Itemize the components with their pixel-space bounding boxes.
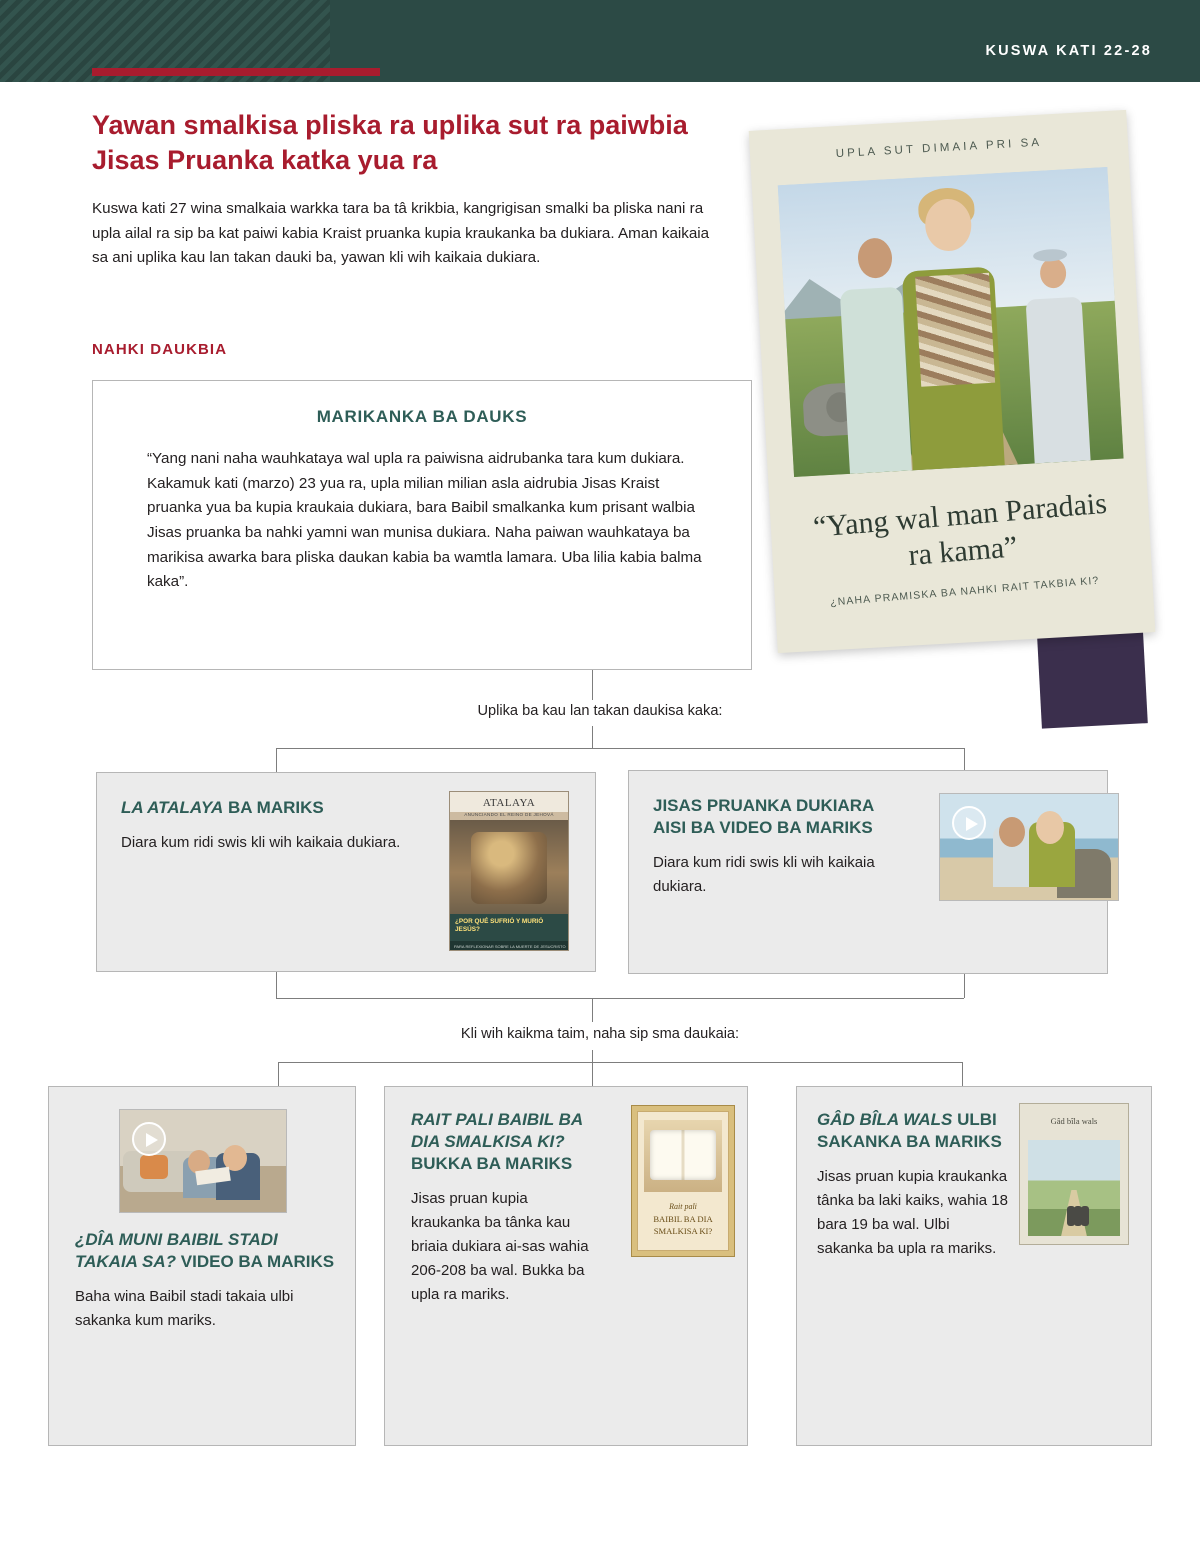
brochure-cover: [631, 1105, 735, 1257]
title-rule: [92, 68, 380, 76]
connector-line: [592, 670, 593, 700]
option-video-death-text: [653, 795, 893, 899]
magazine-subtitle: ANUNCIANDO EL REINO DE JEHOVÁ: [464, 812, 554, 817]
connector-line: [276, 748, 277, 772]
step-1-body: “Yang nani naha wauhkataya wal upla ra paiwisna aidrubanka tara kum dukiara. Kakamuk kati (marzo) 23 yua ra, upla milian milian asla aidrubia Jisas Kraist pruanka yua ba kupia kraukaia dukiara, bara Baibil smalkanka kum prisant walbia Jisas pruanka ba nahki yamni wan munisa dukiara. Naha paiwan wauhkataya ba marikisa awarka bara pliska daukan kabia ba wamtla lamara. Uba lilia kabia balma kaka”.: [147, 450, 702, 591]
option-gods-word-tract-body: Jisas pruan kupia kraukanka tânka ba laki kaiks, wahia 18 bara 19 ba wal. Ulbi sakanka ba upla ra mariks.: [817, 1168, 1008, 1258]
heading-italic-part: ¿DÎA MUNI BAIBIL STADI TAKAIA SA?: [75, 1230, 278, 1272]
heading-italic-part: LA ATALAYA: [121, 798, 224, 817]
play-icon[interactable]: [952, 806, 986, 840]
option-bible-teach-brochure-text: [411, 1109, 601, 1307]
brochure-line-1: Rait pali: [669, 1202, 697, 1211]
video-thumbnail-bible-study[interactable]: [119, 1109, 287, 1213]
tract-artwork: [1028, 1140, 1120, 1236]
option-gods-word-tract-heading: [817, 1109, 1009, 1153]
connector-line: [964, 974, 965, 998]
connector-line: [278, 1062, 279, 1086]
connector-line: [962, 1062, 963, 1086]
video-thumbnail-death[interactable]: [939, 793, 1119, 901]
connector-line: [276, 972, 277, 998]
heading-rest-part: BUKKA BA MARIKS: [411, 1154, 573, 1174]
connector-line: [592, 1050, 593, 1062]
invitation-top-label: UPLA SUT DIMAIA PRI SA: [835, 136, 1043, 161]
tract-cover: [1019, 1103, 1129, 1245]
option-video-death-body: Diara kum ridi swis kli wih kaikaia dukiara.: [653, 854, 875, 896]
magazine-cover-text: ¿POR QUÉ SUFRIÓ Y MURIÓ JESÚS?: [455, 918, 544, 933]
option-video-death-box: [628, 770, 1108, 974]
page-footer-space: [0, 1537, 1200, 1543]
connector-line: [592, 726, 593, 748]
option-gods-word-tract-box: [796, 1086, 1152, 1446]
header-date-range: KUSWA KATI 22-28: [985, 43, 1152, 59]
option-bible-study-video-text: [75, 1229, 337, 1333]
connector-2-text: Kli wih kaikma taim, naha sip sma daukaia:: [460, 1026, 740, 1042]
option-bible-teach-brochure-box: [384, 1086, 748, 1446]
section-label: NAHKI DAUKBIA: [92, 341, 228, 358]
heading-rest-part: BA MARIKS: [223, 798, 324, 817]
page-title: Yawan smalkisa pliska ra uplika sut ra paiwbia Jisas Pruanka katka yua ra: [92, 110, 688, 175]
watchtower-magazine-cover: [449, 791, 569, 951]
connector-line: [278, 1062, 962, 1063]
heading-rest-part: ULBI SAKANKA BA MARIKS: [817, 1110, 1002, 1152]
invitation-subtitle: ¿NAHA PRAMISKA BA NAHKI RAIT TAKBIA KI?: [829, 574, 1100, 609]
option-bible-study-video-box: [48, 1086, 356, 1446]
option-gods-word-tract-text: [817, 1109, 1009, 1261]
connector-1-text: Uplika ba kau lan takan daukisa kaka:: [477, 703, 723, 719]
connector-line: [592, 998, 593, 1022]
play-icon[interactable]: [132, 1122, 166, 1156]
heading-italic-part: GÂD BÎLA WALS: [817, 1110, 953, 1129]
option-bible-teach-brochure-heading: [411, 1109, 601, 1175]
option-watchtower-heading: [121, 797, 421, 819]
step-1-title: MARIKANKA BA DAUKS: [316, 407, 528, 426]
tract-title: Gâd bîla wals: [1050, 1116, 1098, 1126]
option-video-death-heading: JISAS PRUANKA DUKIARA AISI BA VIDEO BA MARIKS: [653, 796, 874, 838]
heading-italic-part: RAIT PALI BAIBIL BA DIA SMALKISA KI?: [411, 1110, 583, 1152]
option-watchtower-box: [96, 772, 596, 972]
invitation-photo: [778, 167, 1124, 477]
option-watchtower-text: [121, 797, 421, 855]
brochure-line-2: BAIBIL BA DIA SMALKISA KI?: [653, 1214, 713, 1236]
option-bible-study-video-heading: [75, 1229, 337, 1273]
magazine-bottom-bar-text: PARA REFLEXIONAR SOBRE LA MUERTE DE JESUCRISTO: [454, 944, 566, 949]
connector-line: [592, 1062, 593, 1086]
option-bible-teach-brochure-body: Jisas pruan kupia kraukanka ba tânka kau briaia dukiara ai‑sas wahia 206-208 ba wal. Bukka ba upla ra mariks.: [411, 1190, 589, 1304]
option-watchtower-body: Diara kum ridi swis kli wih kaikaia dukiara.: [121, 834, 401, 852]
connector-line: [276, 748, 964, 749]
magazine-title: ATALAYA: [482, 797, 536, 809]
invitation-quote: “Yang wal man Paradais ra kama”: [811, 486, 1109, 573]
invitation-collage: [755, 112, 1155, 652]
invitation-card: [749, 110, 1156, 653]
step-1-box: [92, 380, 752, 670]
intro-paragraph: Kuswa kati 27 wina smalkaia warkka tara ba tâ krikbia, kangrigisan smalki ba pliska nani ra upla ailal ra sip ba kat paiwi kabia Kraist pruanka kupia kraukanka ba dukiara. Aman kaikaia sa ani uplika kau lan takan dauki ba, yawan kli wih kaikaia dukiara.: [92, 200, 710, 267]
heading-rest-part: VIDEO BA MARIKS: [176, 1252, 335, 1272]
connector-line: [276, 998, 964, 999]
connector-line: [964, 748, 965, 770]
option-bible-study-video-body: Baha wina Baibil stadi takaia ulbi sakanka kum mariks.: [75, 1288, 294, 1330]
